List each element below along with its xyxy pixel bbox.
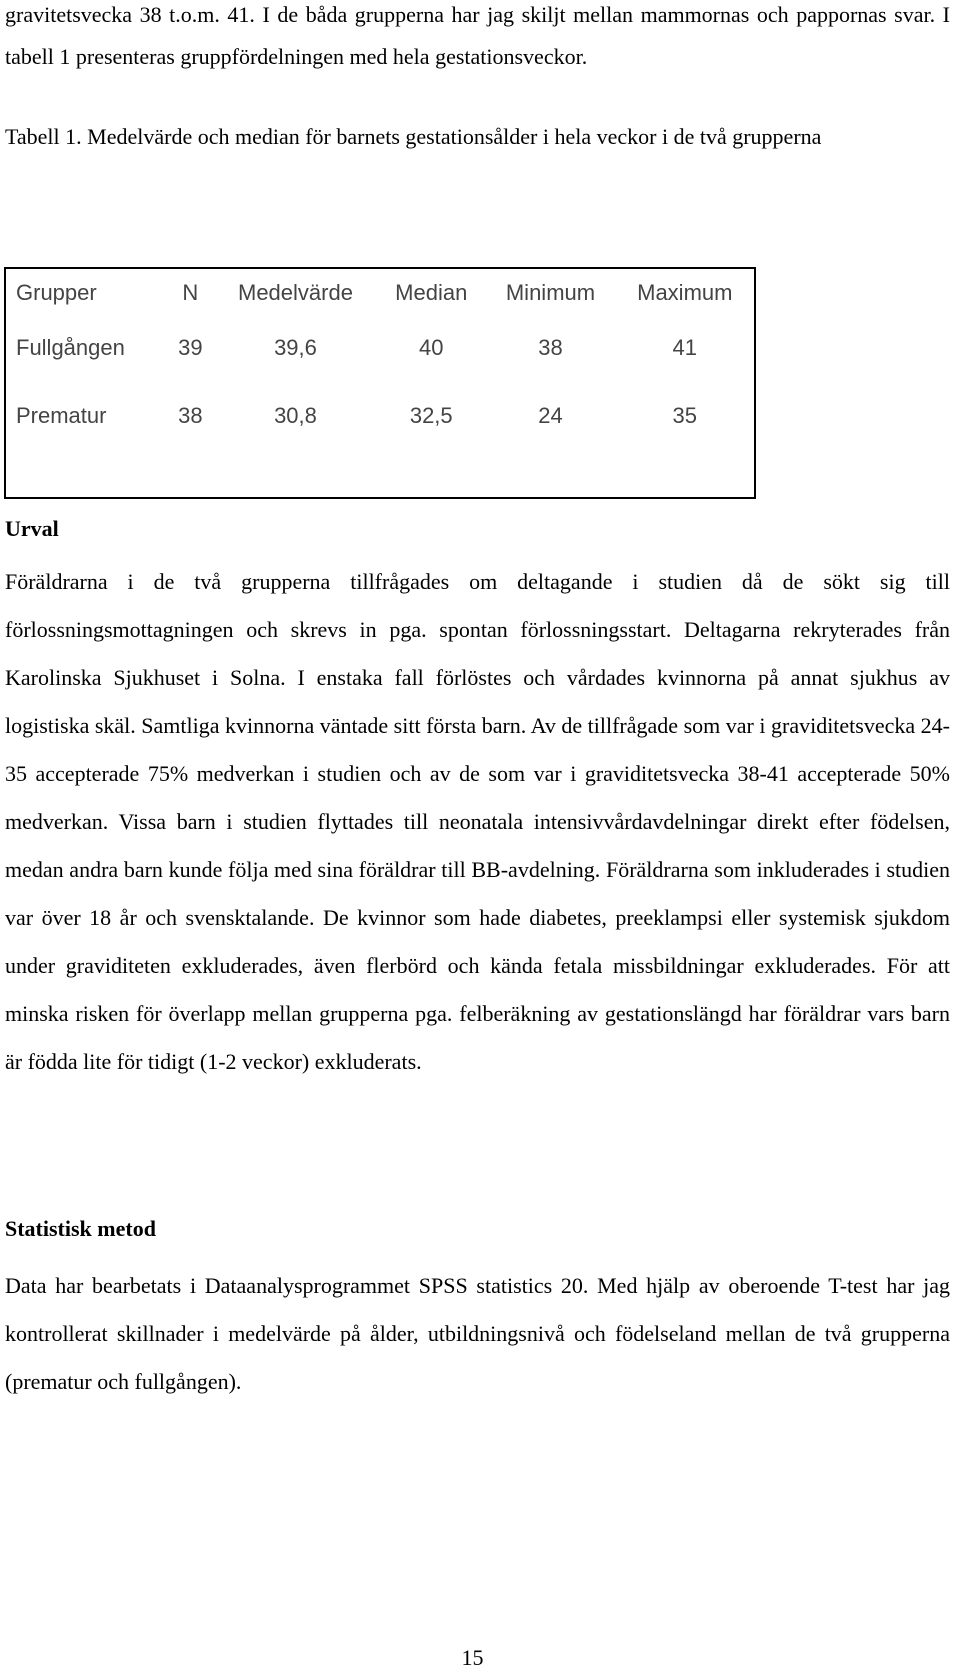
table-cell: 40 bbox=[419, 335, 444, 360]
table-cell: Fullgången bbox=[16, 335, 125, 360]
table-header-cell: Median bbox=[395, 280, 468, 305]
table-cell: 41 bbox=[672, 335, 698, 360]
section-heading-statistisk-metod: Statistisk metod bbox=[5, 1216, 156, 1241]
table-cell: 39,6 bbox=[274, 335, 317, 360]
table-cell: 38 bbox=[538, 335, 563, 360]
table-cell: 38 bbox=[178, 403, 203, 428]
section-body-statistisk-metod: Data har bearbetats i Dataanalysprogrammet SPSS statistics 20. Med hjälp av oberoende T-test har jag kontrollerat skillnader i medelvärde på ålder, utbildningsnivå och födelseland mellan de två grupperna (prematur och fullgången). bbox=[5, 1273, 950, 1394]
intro-paragraph: gravitetsvecka 38 t.o.m. 41. I de båda grupperna har jag skiljt mellan mammornas och pappornas svar. I tabell 1 presenteras gruppfördelningen med hela gestationsveckor. bbox=[5, 2, 950, 69]
page-number: 15 bbox=[461, 1645, 484, 1670]
table-cell: Prematur bbox=[16, 403, 107, 428]
table-row bbox=[5, 379, 755, 498]
document-page bbox=[5, 0, 950, 158]
section-heading-urval: Urval bbox=[5, 516, 59, 541]
table-cell: 32,5 bbox=[409, 403, 453, 428]
table-header-row bbox=[5, 268, 755, 317]
table-cell: 30,8 bbox=[274, 403, 317, 428]
gestation-table bbox=[4, 267, 756, 499]
table-header-cell: Maximum bbox=[637, 280, 733, 305]
table-header-cell: Medelvärde bbox=[238, 280, 353, 305]
table-row bbox=[5, 317, 755, 379]
table-cell: 39 bbox=[178, 335, 203, 360]
table-cell: 24 bbox=[538, 403, 563, 428]
section-body-urval: Föräldrarna i de två grupperna tillfrågades om deltagande i studien då de sökt sig till förlossningsmottagningen och skrevs in pga. spontan förlossningsstart. Deltagarna rekryterades från Karolinska Sjukhuset i Solna. I enstaka fall förlöstes och vårdades kvinnorna på annat sjukhus av logistiska skäl. Samtliga kvinnorna väntade sitt första barn. Av de tillfrågade som var i graviditetsvecka 24-35 accepterade 75% medverkan i studien och av de som var i graviditetsvecka 38-41 accepterade 50% medverkan. Vissa barn i studien flyttades till neonatala intensivvårdavdelningar direkt efter födelsen, medan andra barn kunde följa med sina föräldrar till BB-avdelning. Föräldrarna som inkluderades i studien var över 18 år och svensktalande. De kvinnor som hade diabetes, preeklampsi eller systemisk sjukdom under graviditeten exkluderades, även flerbörd och kända fetala missbildningar exkluderades. För att minska risken för överlapp mellan grupperna pga. felberäkning av gestationslängd har föräldrar vars barn är födda lite för tidigt (1-2 veckor) exkluderats. bbox=[5, 569, 950, 1074]
table-header-cell: N bbox=[182, 280, 199, 305]
table-header-cell: Grupper bbox=[16, 280, 97, 305]
table-cell: 35 bbox=[672, 403, 698, 428]
table-caption: Tabell 1. Medelvärde och median för barnets gestationsålder i hela veckor i de två grupperna bbox=[5, 124, 822, 149]
table-header-cell: Minimum bbox=[505, 280, 596, 305]
